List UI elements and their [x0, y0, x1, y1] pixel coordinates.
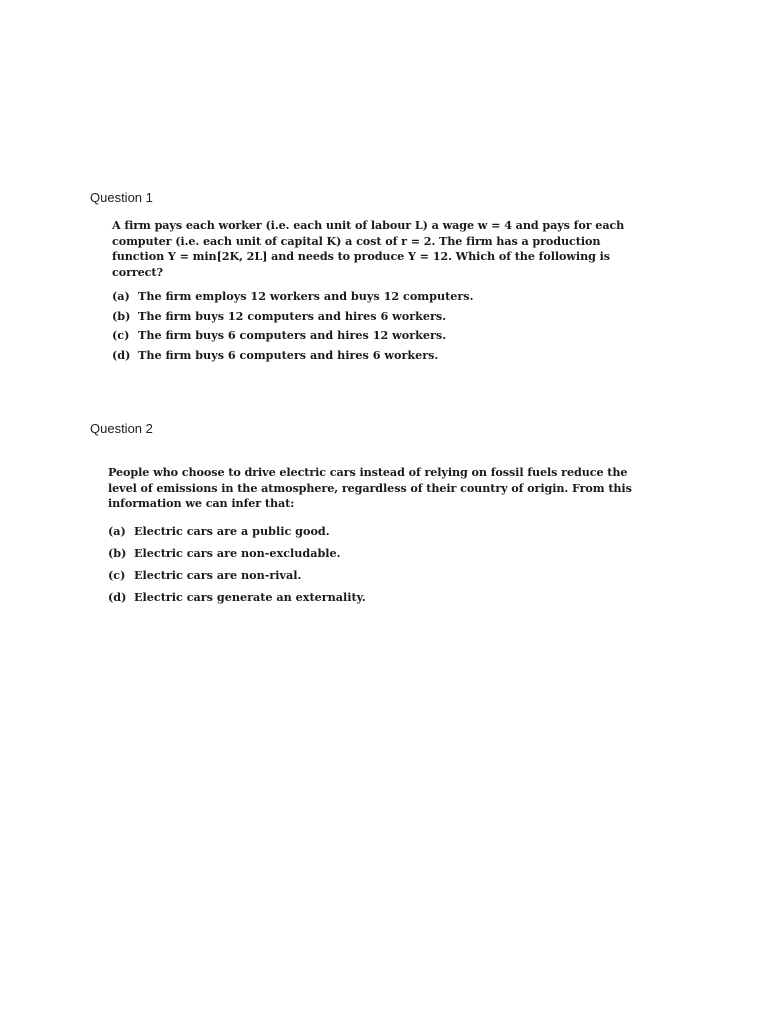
question-1-stem-line-2: computer (i.e. each unit of capital K) a cost of r = 2. The firm has a production — [112, 233, 601, 248]
question-1-option-d — [112, 346, 652, 366]
question-1-body — [112, 218, 652, 366]
option-label: (d) — [108, 590, 127, 605]
question-2-stem-line-3: information we can infer that: — [108, 496, 295, 510]
option-text: Electric cars are a public good. — [134, 523, 330, 538]
question-1-stem — [112, 218, 652, 280]
option-label: (b) — [108, 545, 127, 560]
question-1-heading: Question 1 — [90, 190, 153, 205]
question-2-heading: Question 2 — [90, 421, 153, 436]
option-text: The firm buys 6 computers and hires 12 workers. — [138, 328, 447, 343]
question-2-body — [108, 465, 648, 609]
question-1-stem-line-3: function Y = min[2K, 2L] and needs to produce Y = 12. Which of the following is — [112, 249, 610, 263]
option-text: The firm buys 12 computers and hires 6 workers. — [138, 308, 447, 323]
question-2-stem-line-2: level of emissions in the atmosphere, regardless of their country of origin. From this — [108, 480, 632, 495]
question-1-option-a — [112, 287, 652, 307]
option-text: Electric cars are non-excludable. — [134, 545, 341, 560]
question-1-stem-line-1: A firm pays each worker (i.e. each unit of labour L) a wage w = 4 and pays for each — [112, 218, 625, 232]
option-label: (a) — [108, 523, 126, 538]
question-2-stem — [108, 465, 648, 512]
question-2-option-b — [108, 542, 648, 564]
question-2-stem-line-1: People who choose to drive electric cars instead of relying on fossil fuels reduce the — [108, 465, 628, 479]
option-text: The firm employs 12 workers and buys 12 computers. — [138, 289, 474, 303]
question-2-option-c — [108, 564, 648, 586]
question-1-options — [112, 287, 652, 366]
question-2-options — [108, 520, 648, 609]
option-text: The firm buys 6 computers and hires 6 workers. — [138, 348, 439, 363]
question-2-option-a — [108, 520, 648, 542]
question-1-option-b — [112, 307, 652, 327]
option-text: Electric cars generate an externality. — [134, 590, 366, 605]
question-1-option-c — [112, 326, 652, 346]
option-label: (b) — [112, 308, 131, 323]
question-1-stem-line-4: correct? — [112, 264, 163, 279]
option-text: Electric cars are non-rival. — [134, 568, 302, 583]
question-2-option-d — [108, 586, 648, 608]
option-label: (a) — [112, 289, 130, 303]
option-label: (d) — [112, 348, 131, 363]
option-label: (c) — [108, 568, 126, 583]
option-label: (c) — [112, 328, 130, 343]
